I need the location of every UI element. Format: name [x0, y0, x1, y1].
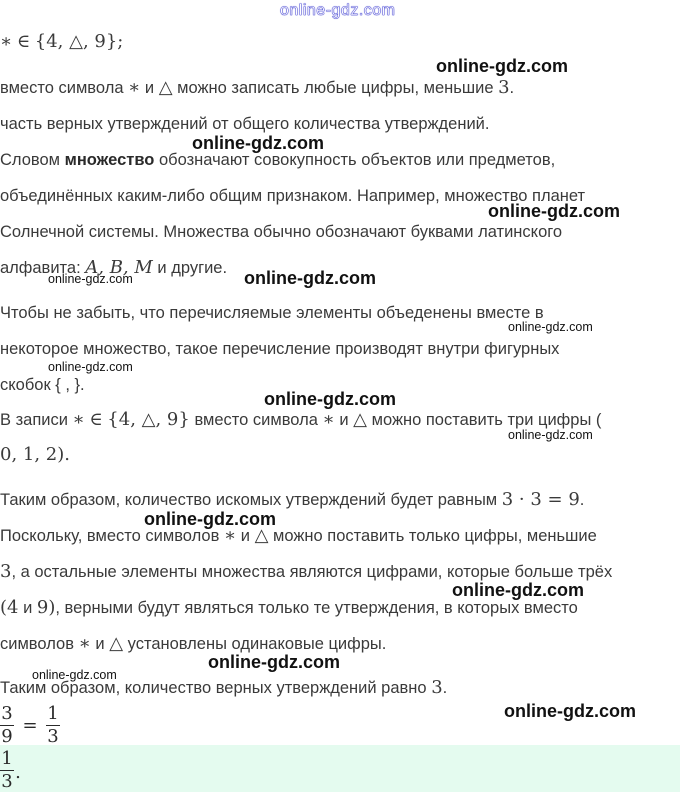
text-line-5: объединённых каким-либо общим признаком. Например, множество планет	[0, 187, 586, 205]
fraction-1-3: 1 3	[47, 703, 59, 747]
text-line-14: Поскольку, вместо символов ∗ и △ можно поставить только цифры, меньшие	[0, 525, 597, 546]
equals-sign: =	[22, 715, 38, 736]
text-line-11: В записи ∗ ∈ {4, △, 9} вместо символа ∗ и △ можно поставить три цифры (	[0, 409, 602, 430]
text-line-6: Солнечной системы. Множества обычно обозначают буквами латинского	[0, 223, 563, 241]
text-line-10: скобок { , }.	[0, 376, 85, 394]
text-line-13: Таким образом, количество искомых утверждений будет равным 3 · 3 = 9.	[0, 489, 585, 510]
text-line-3: часть верных утверждений от общего количества утверждений.	[0, 115, 490, 133]
answer-period: .	[15, 762, 21, 783]
watermark: online-gdz.com	[48, 360, 133, 374]
text-line-9: некоторое множество, такое перечисление производят внутри фигурных	[0, 340, 560, 358]
watermark: online-gdz.com	[508, 320, 593, 334]
text-line-12: 0, 1, 2).	[0, 444, 70, 465]
watermark: online-gdz.com	[32, 668, 117, 682]
watermark: online-gdz.com	[208, 652, 340, 672]
text-line-15: 3, а остальные элементы множества являются цифрами, которые больше трёх	[0, 561, 613, 582]
watermark: online-gdz.com	[144, 509, 276, 529]
watermark: online-gdz.com	[244, 268, 376, 288]
watermark: online-gdz.com	[48, 272, 133, 286]
watermark: online-gdz.com	[264, 389, 396, 409]
term-set: множество	[64, 151, 155, 169]
text-line-18: Таким образом, количество верных утверждений равно 3.	[0, 677, 448, 698]
text-line-16: (4 и 9), верными будут являться только те утверждения, в которых вместо	[0, 597, 578, 618]
answer-fraction: 1 3	[1, 748, 13, 792]
watermark: online-gdz.com	[452, 580, 584, 600]
watermark: online-gdz.com	[504, 701, 636, 721]
answer-highlight	[0, 745, 680, 792]
watermark: online-gdz.com	[192, 133, 324, 153]
fraction-3-9: 3 9	[1, 703, 13, 747]
text-line-2: вместо символа ∗ и △ можно записать любые цифры, меньшие 3.	[0, 77, 515, 98]
set-expression: ∗ ∈ {4, △, 9};	[0, 31, 124, 52]
watermark: online-gdz.com	[488, 201, 620, 221]
text-line-17: символов ∗ и △ установлены одинаковые цифры.	[0, 633, 387, 654]
text-line-8: Чтобы не забыть, что перечисляемые элементы объеденены вместе в	[0, 304, 544, 322]
watermark-top: online-gdz.com	[280, 2, 396, 19]
text-line-4: Словом множество обозначают совокупность объектов или предметов,	[0, 151, 556, 169]
watermark: online-gdz.com	[508, 428, 593, 442]
text-line-7: алфавита: A, B, M и другие.	[0, 257, 228, 278]
watermark: online-gdz.com	[436, 56, 568, 76]
